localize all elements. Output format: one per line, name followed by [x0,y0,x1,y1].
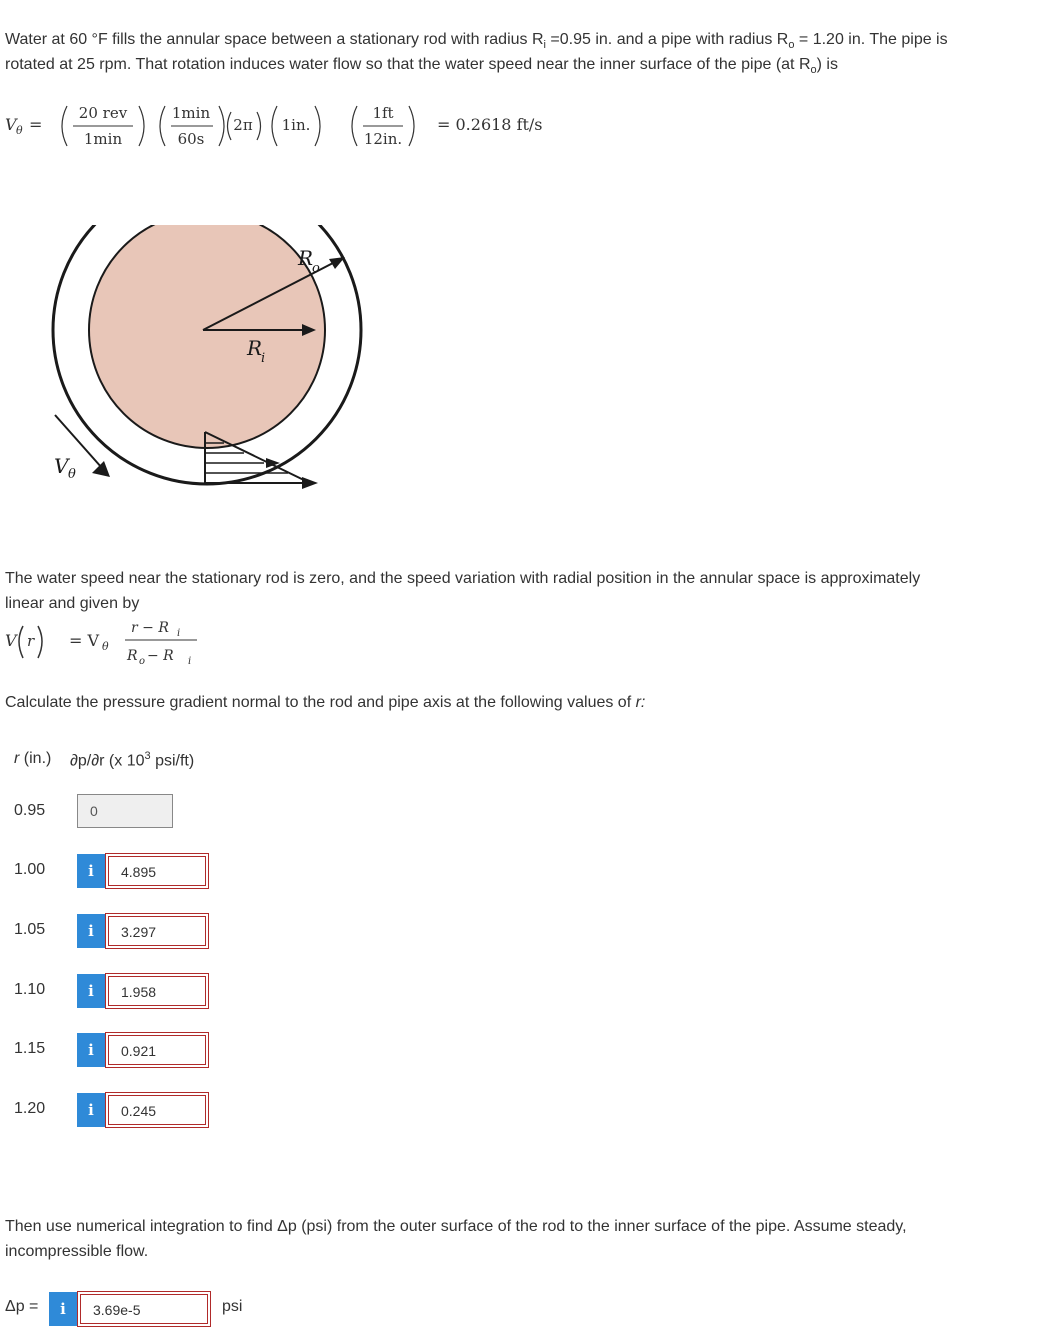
ri-label: R [247,336,263,360]
svg-text:θ: θ [102,640,109,653]
velocity-equation [5,98,565,154]
svg-text:60s: 60s [177,130,205,148]
svg-text:1min: 1min [171,104,211,122]
svg-text:= 0.2618 ft/s: = 0.2618 ft/s [437,115,543,134]
r-value-given: 0.95 [14,802,46,819]
svg-text:r − R: r − R [131,620,169,636]
info-icon[interactable]: i [77,854,105,888]
svg-text:1min: 1min [83,130,123,148]
answer-field[interactable]: 0.245 [105,1092,209,1128]
intro-line-2: rotated at 25 rpm. That rotation induces water flow so that the water speed near the inner surface of the pipe (at $R_o$) is [5,56,838,77]
info-icon[interactable]: i [77,974,105,1008]
rod-circle [89,225,325,448]
svg-text:R: R [127,648,138,664]
svg-text:r: r [27,632,35,650]
info-icon[interactable]: i [49,1292,77,1326]
para2-line-1: The water speed near the stationary rod is zero, and the speed variation with radial position in the annular space is approximately [5,570,921,587]
given-value-field: 0 [77,794,173,828]
svg-text:i: i [188,656,192,667]
annulus-diagram [40,225,380,495]
col-header-dpdr: ∂p/∂r (x $10^3$ psi/ft) [70,750,195,770]
r-value: 1.00 [14,861,46,878]
r-value: 1.10 [14,981,46,998]
svg-text:=: = [29,115,43,134]
ro-label: R [298,246,314,270]
answer-field[interactable]: 1.958 [105,973,209,1009]
para4-line-2: incompressible flow. [5,1243,149,1260]
info-icon[interactable]: i [77,914,105,948]
delta-p-unit: psi [222,1298,243,1315]
r-value: 1.05 [14,921,46,938]
info-icon[interactable]: i [77,1093,105,1127]
svg-text:V: V [5,115,17,134]
svg-text:i: i [177,628,181,639]
delta-p-label: Δp = [5,1298,39,1315]
intro-line-1: Water at 60 °F fills the annular space between a stationary rod with radius $R_i =0.95$ in. and a pipe with radius $R_o = 1.20$ in. The pipe is [5,31,948,52]
svg-text:o: o [312,261,320,276]
r-value: 1.15 [14,1040,46,1057]
info-icon[interactable]: i [77,1033,105,1067]
answer-field[interactable]: 4.895 [105,853,209,889]
answer-field[interactable]: 3.297 [105,913,209,949]
svg-text:12in.: 12in. [363,130,403,148]
r-value: 1.20 [14,1100,46,1117]
answer-field[interactable]: 0.921 [105,1032,209,1068]
para2-line-2: linear and given by [5,595,140,612]
svg-text:o: o [139,656,146,667]
svg-text:θ: θ [16,124,23,137]
svg-text:V: V [5,631,17,650]
vtheta-label: V [54,454,69,478]
velocity-profile-formula [5,616,205,668]
svg-text:= V: = V [69,631,100,650]
col-header-r: r (in.) [14,750,52,767]
svg-text:2π: 2π [233,116,253,134]
svg-text:θ: θ [68,467,76,482]
svg-text:− R: − R [147,648,174,664]
para3: Calculate the pressure gradient normal to the rod and pipe axis at the following values of r: [5,694,646,711]
para4-line-1: Then use numerical integration to find Δp (psi) from the outer surface of the rod to the inner surface of the pipe. Assume steady, [5,1218,907,1235]
svg-text:i: i [261,351,266,366]
f1-num: 20 rev [78,104,128,122]
delta-p-field[interactable]: 3.69e-5 [77,1291,211,1327]
svg-text:1ft: 1ft [372,104,394,122]
svg-text:1in.: 1in. [281,116,311,134]
